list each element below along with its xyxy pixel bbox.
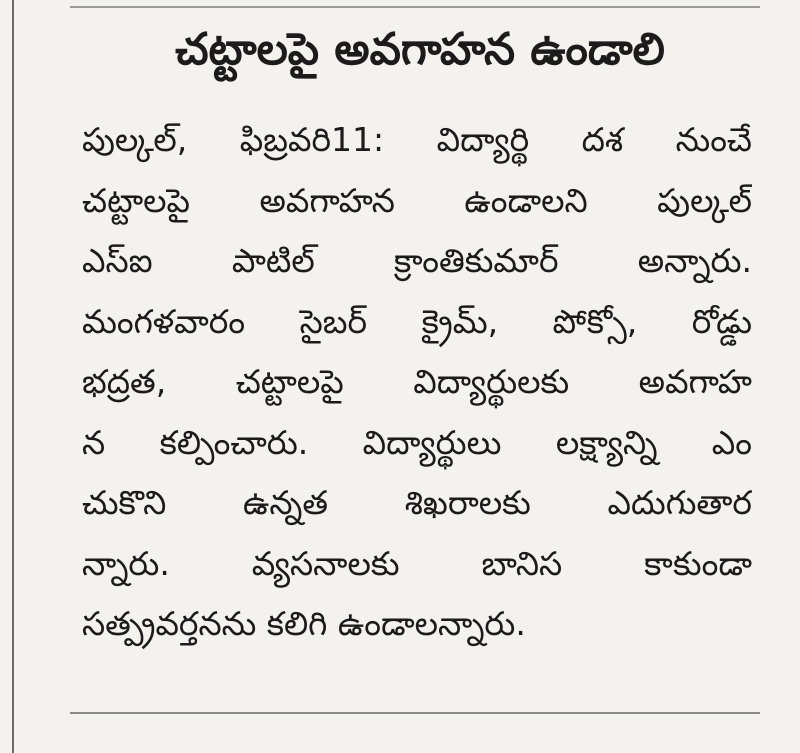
article-line: భద్రత, చట్టాలపై విద్యార్థులకు అవగాహ bbox=[82, 362, 752, 401]
column-border bbox=[12, 0, 14, 753]
article-line: చుకొని ఉన్నత శిఖరాలకు ఎదుగుతార bbox=[82, 483, 752, 522]
top-divider bbox=[70, 6, 760, 8]
article-line: న కల్పించారు. విద్యార్థులు లక్ష్యాన్ని ఎం bbox=[82, 422, 752, 462]
article-line: ఎస్ఐ పాటిల్ క్రాంతికుమార్ అన్నారు. bbox=[82, 241, 752, 280]
article-body bbox=[82, 110, 752, 655]
article-headline: చట్టాలపై అవగాహన ఉండాలి bbox=[175, 24, 665, 75]
bottom-divider bbox=[70, 712, 760, 714]
article-line: న్నారు. వ్యసనాలకు బానిస కాకుండా bbox=[82, 543, 752, 583]
next-article-headline-cropped bbox=[80, 728, 760, 753]
article-line: పుల్కల్, ఫిబ్రవరి11: విద్యార్థి దశ నుంచే bbox=[82, 120, 752, 159]
article-line: సత్ప్రవర్తనను కలిగి ఉండాలన్నారు. bbox=[82, 604, 526, 643]
article-line: చట్టాలపై అవగాహన ఉండాలని పుల్కల్ bbox=[82, 180, 752, 220]
article-line: మంగళవారం సైబర్ క్రైమ్, పోక్సో, రోడ్డు bbox=[82, 301, 752, 341]
